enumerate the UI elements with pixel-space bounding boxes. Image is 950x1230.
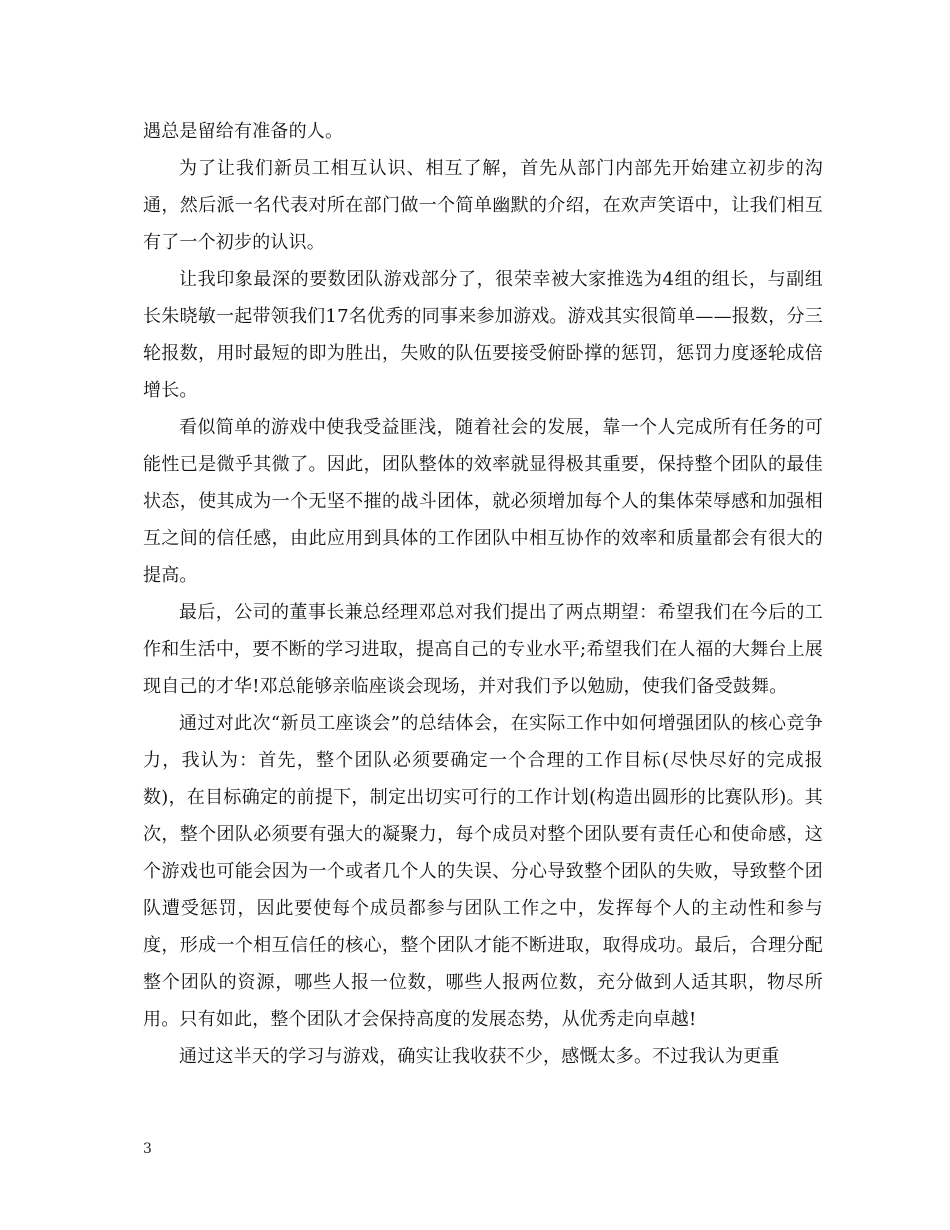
- paragraph-team-game: 让我印象最深的要数团队游戏部分了，很荣幸被大家推选为4组的组长，与副组长朱晓敏一起带领我们17名优秀的同事来参加游戏。游戏其实很简单——报数，分三轮报数，用时最短的即为胜出，失败的队伍要接受俯卧撑的惩罚，惩罚力度逐轮成倍增长。: [143, 269, 823, 401]
- document-body: [143, 113, 823, 1075]
- paragraph-introductions: 为了让我们新员工相互认识、相互了解，首先从部门内部先开始建立初步的沟通，然后派一名代表对所在部门做一个简单幽默的介绍，在欢声笑语中，让我们相互有了一个初步的认识。: [143, 158, 823, 253]
- page-number: 3: [143, 1141, 152, 1157]
- paragraph-lessons: 看似简单的游戏中使我受益匪浅，随着社会的发展，靠一个人完成所有任务的可能性已是微乎其微了。因此，团队整体的效率就显得极其重要，保持整个团队的最佳状态，使其成为一个无坚不摧的战斗团体，就必须增加每个人的集体荣辱感和加强相互之间的信任感，由此应用到具体的工作团队中相互协作的效率和质量都会有很大的提高。: [143, 417, 823, 586]
- paragraph-summary: 通过对此次“新员工座谈会”的总结体会，在实际工作中如何增强团队的核心竞争力，我认为：首先，整个团队必须要确定一个合理的工作目标(尽快尽好的完成报数)，在目标确定的前提下，制定出切实可行的工作计划(构造出圆形的比赛队形)。其次，整个团队必须要有强大的凝聚力，每个成员对整个团队要有责任心和使命感，这个游戏也可能会因为一个或者几个人的失误、分心导致整个团队的失败，导致整个团队遭受惩罚，因此要使每个成员都参与团队工作之中，发挥每个人的主动性和参与度，形成一个相互信任的核心，整个团队才能不断进取，取得成功。最后，合理分配整个团队的资源，哪些人报一位数，哪些人报两位数，充分做到人适其职，物尽所用。只有如此，整个团队才会保持高度的发展态势，从优秀走向卓越!: [143, 713, 823, 1030]
- paragraph-continuation: 遇总是留给有准备的人。: [143, 121, 344, 142]
- paragraph-expectations: 最后，公司的董事长兼总经理邓总对我们提出了两点期望：希望我们在今后的工作和生活中，要不断的学习进取，提高自己的专业水平;希望我们在人福的大舞台上展现自己的才华!邓总能够亲临座谈会现场，并对我们予以勉励，使我们备受鼓舞。: [143, 602, 823, 697]
- paragraph-closing: 通过这半天的学习与游戏，确实让我收获不少，感慨太多。不过我认为更重: [179, 1046, 780, 1067]
